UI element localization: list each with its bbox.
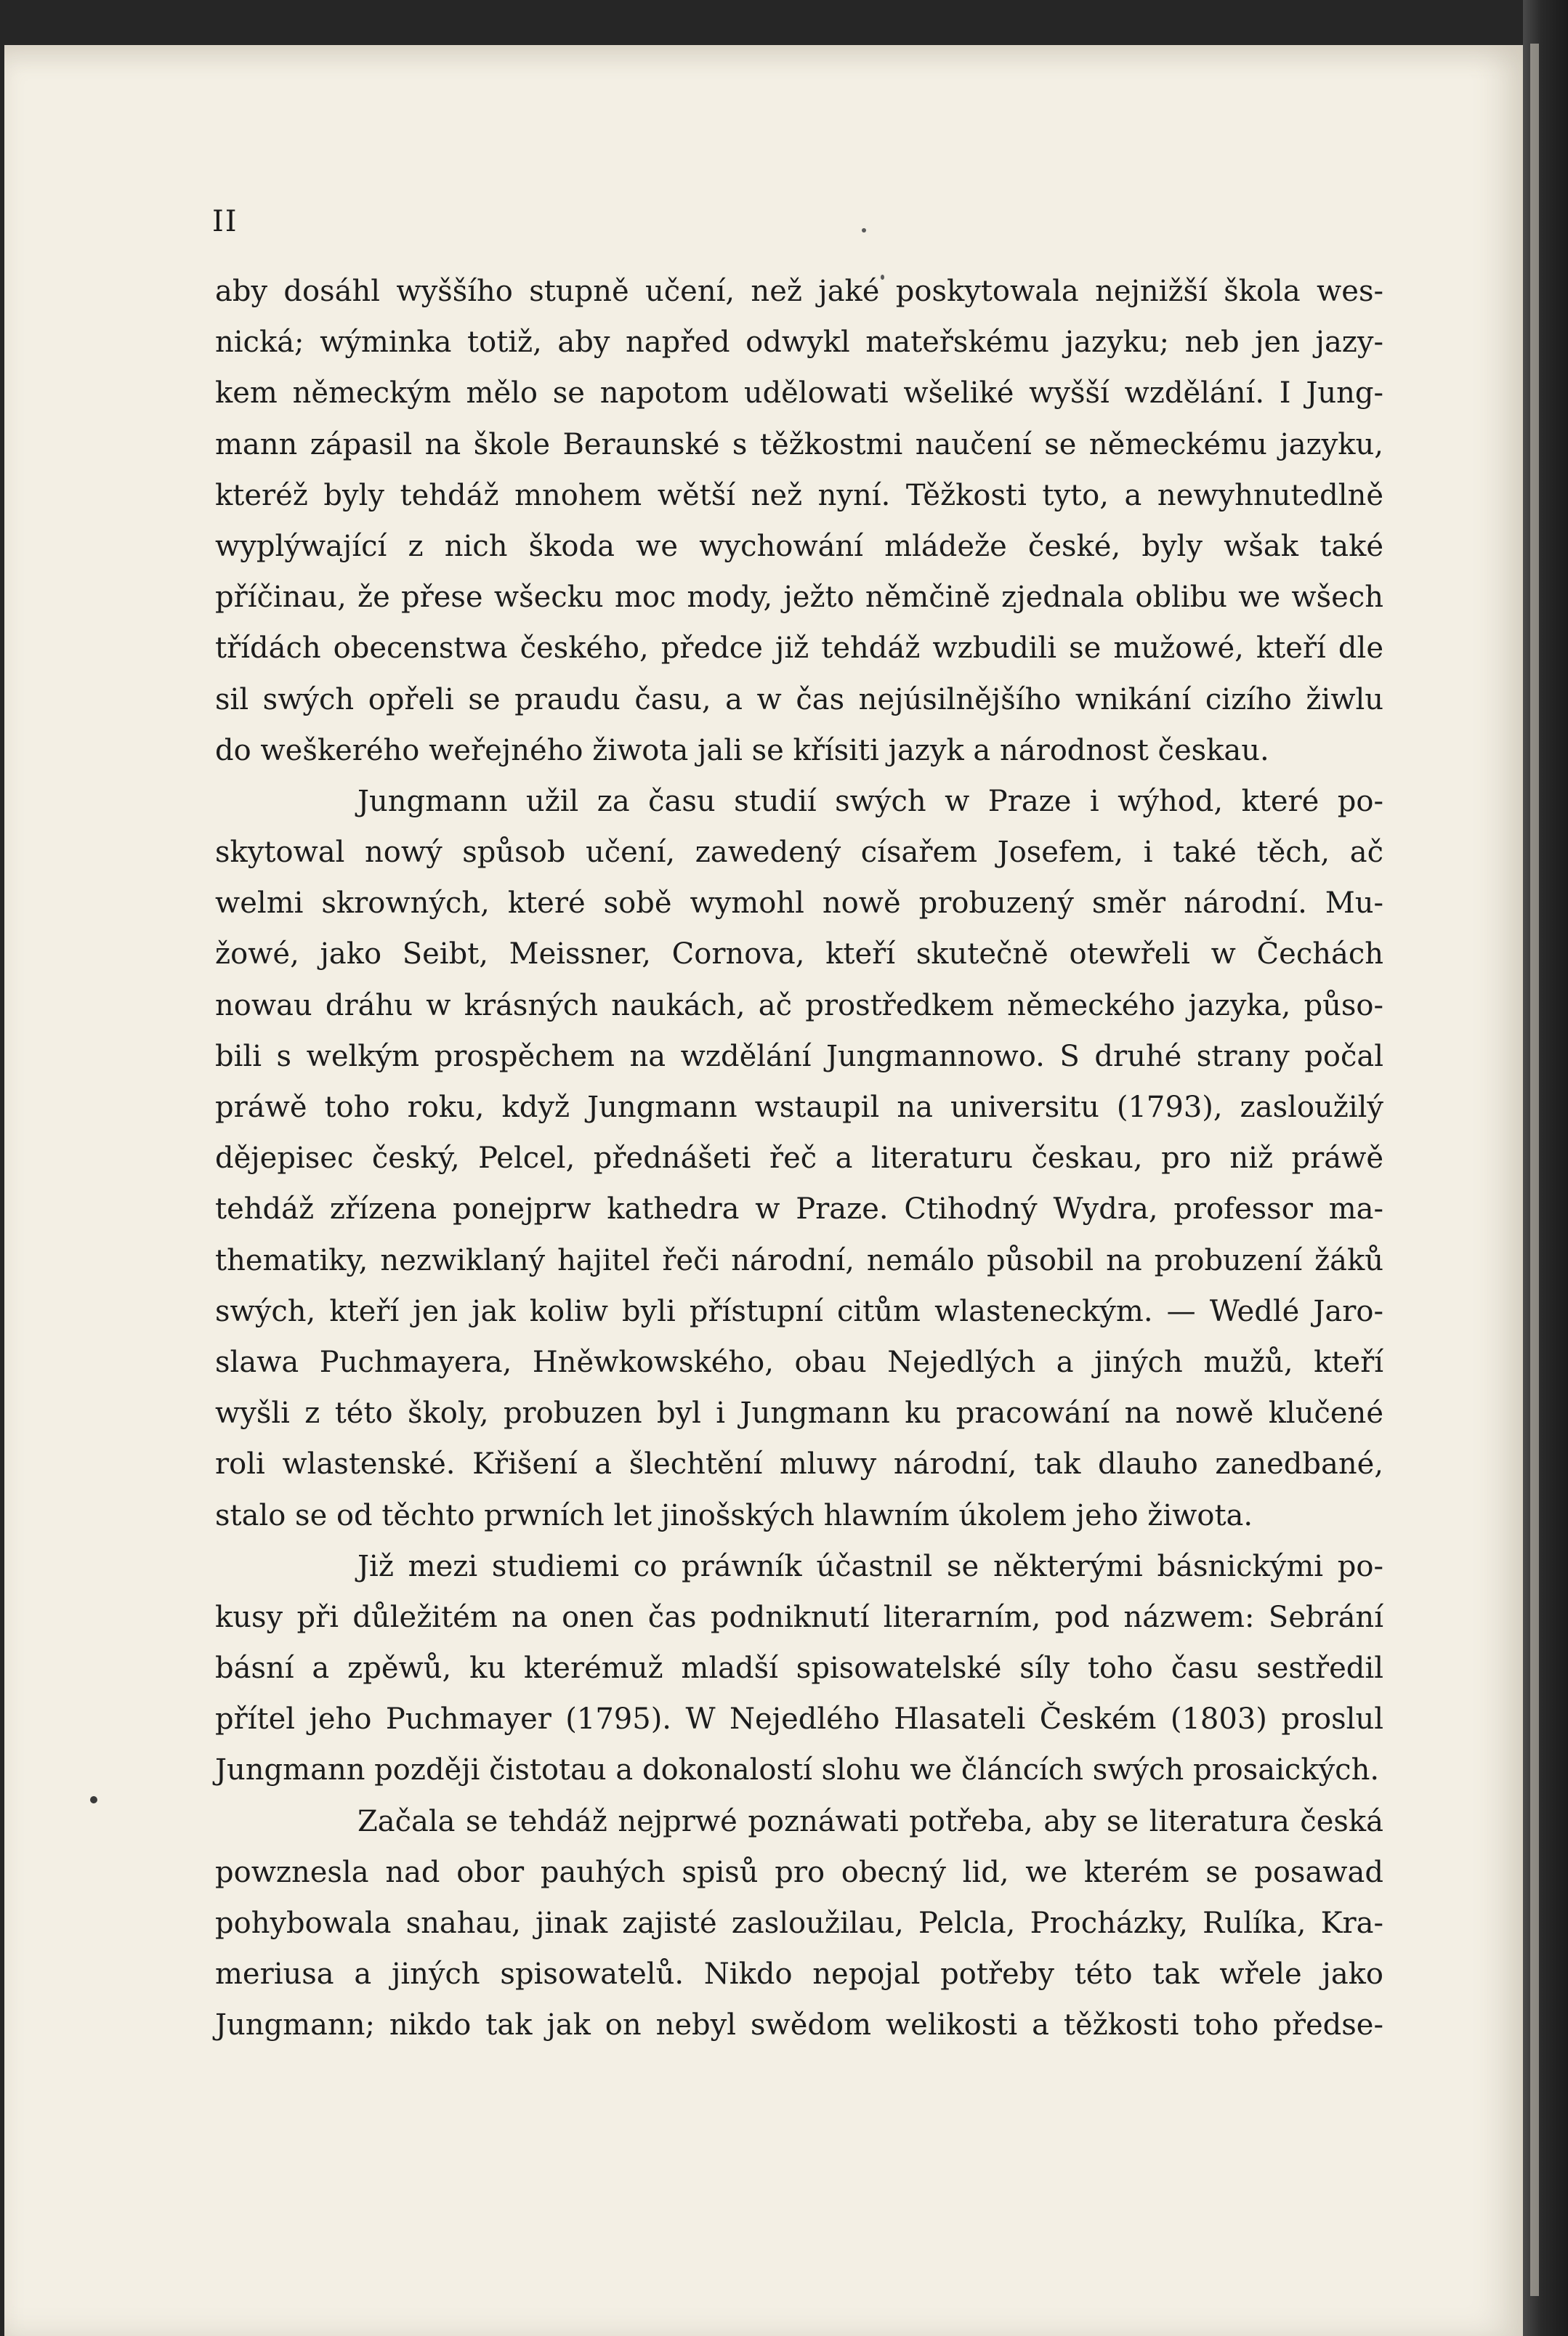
text-line: nická; wýminka totiž, aby napřed odwykl mateřskému jazyku; neb jen jazy- [215,326,1383,360]
text-line: tehdáž zřízena ponejprw kathedra w Praze. Ctihodný Wydra, professor ma- [215,1192,1383,1226]
text-line: básní a zpěwů, ku kterémuž mladší spisowatelské síly toho času sestředil [215,1652,1383,1686]
text-line: roli wlastenské. Křišení a šlechtění mluwy národní, tak dlauho zanedbané, [215,1447,1383,1482]
text-line: kteréž byly tehdáž mnohem wětší než nyní. Těžkosti tyto, a newyhnutedlně [215,478,1383,512]
text-line: třídách obecenstwa českého, předce již tehdáž wzbudili se mužowé, kteří dle [215,631,1383,666]
text-line: žowé, jako Seibt, Meissner, Cornova, kteří skutečně otewřeli w Čechách [215,937,1383,971]
text-line: powznesla nad obor pauhých spisů pro obecný lid, we kterém se posawad [215,1855,1383,1889]
text-line: kusy při důležitém na onen čas podniknutí literarním, pod názwem: Sebrání [215,1600,1383,1634]
text-line: mann zápasil na škole Beraunské s těžkostmi naučení se německému jazyku, [215,427,1383,461]
text-line: welmi skrowných, které sobě wymohl nowě probuzený směr národní. Mu- [215,886,1383,921]
text-line: meriusa a jiných spisowatelů. Nikdo nepojal potřeby této tak wřele jako [215,1957,1383,1992]
text-line: dějepisec český, Pelcel, přednášeti řeč a literaturu českau, pro niž práwě [215,1141,1383,1176]
text-line: Jungmann; nikdo tak jak on nebyl swědom welikosti a těžkosti toho předse- [215,2008,1383,2042]
text-line: wyšli z této školy, probuzen byl i Jungmann ku pracowání na nowě klučené [215,1397,1383,1431]
book-spine-edge [1523,0,1568,2336]
text-line: aby dosáhl wyššího stupně učení, než jaké poskytowala nejnižší škola wes- [215,275,1383,308]
margin-dot [90,1796,97,1803]
page-edge-strip [1530,44,1539,2296]
text-line: stalo se od těchto prwních let jinošských hlawním úkolem jeho žiwota. [215,1498,1253,1532]
text-line: Jungmann později čistotau a dokonalostí slohu we článcích swých prosaických. [215,1753,1380,1787]
text-line: kem německým mělo se napotom udělowati wšeliké wyšší wzdělání. I Jung- [215,376,1383,411]
text-line: Začala se tehdáž nejprwé poznáwati potřeba, aby se literatura česká [357,1804,1383,1838]
text-line: nowau dráhu w krásných naukách, ač prostředkem německého jazyka, půso- [215,988,1383,1022]
text-line: sil swých opřeli se praudu času, a w čas nejúsilnějšího wnikání cizího žiwlu [215,682,1383,716]
text-line: Jungmann užil za času studií swých w Praze i wýhod, které po- [357,784,1383,818]
text-line: do weškerého weřejného žiwota jali se křísiti jazyk a národnost českau. [215,733,1269,767]
ink-speck [862,228,866,233]
page-number: II [212,205,238,238]
text-line: Již mezi studiemi co práwník účastnil se některými básnickými po- [357,1549,1383,1583]
text-line: swých, kteří jen jak koliw byli přístupní citům wlasteneckým. — Wedlé Jaro- [215,1294,1383,1328]
text-line: přítel jeho Puchmayer (1795). W Nejedlého Hlasateli Českém (1803) proslul [215,1702,1383,1737]
text-line: práwě toho roku, když Jungmann wstaupil na universitu (1793), zasloužilý [215,1091,1383,1124]
text-line: skytowal nowý spůsob učení, zawedený císařem Josefem, i také těch, ač [215,836,1383,870]
text-line: pohybowala snahau, jinak zajisté zasloužilau, Pelcla, Procházky, Rulíka, Kra- [215,1907,1383,1940]
text-line: wyplýwající z nich škoda we wychowání mládeže české, byly wšak také [215,529,1383,563]
text-line: bili s welkým prospěchem na wzdělání Jungmannowo. S druhé strany počal [215,1039,1383,1073]
text-line: slawa Puchmayera, Hněwkowského, obau Nejedlých a jiných mužů, kteří [215,1345,1383,1379]
text-line: thematiky, nezwiklaný hajitel řeči národní, nemálo působil na probuzení žáků [215,1243,1383,1277]
text-line: příčinau, že přese wšecku moc mody, ježto němčině zjednala oblibu we wšech [215,581,1383,615]
body-text [215,266,1383,2051]
